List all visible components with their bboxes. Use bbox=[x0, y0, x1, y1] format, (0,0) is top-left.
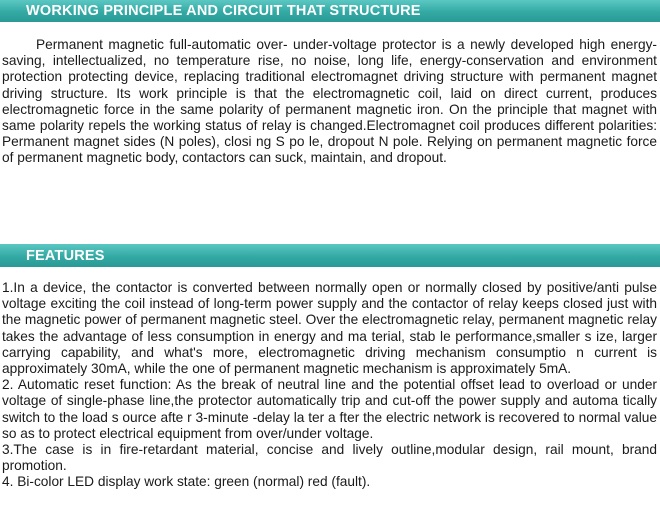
feature-text: Bi-color LED display work state: green (normal) red (fault). bbox=[13, 474, 371, 490]
feature-item-2 bbox=[2, 377, 657, 442]
feature-number: 4. bbox=[2, 474, 14, 490]
features-section-header bbox=[0, 244, 660, 267]
principle-paragraph-text: Permanent magnetic full-automatic over- under-voltage protector is a newly developed high energy-saving, intellectualized, no temperature rise, no noise, long life, energy-conservation and environment protection protecting device, replacing traditional electromagnet driving structure with permanent magnet driving structure. Its work principle is that the electromagnetic coil, laid on direct current, produces electromagnetic force in the same polarity of permanent magnetic iron. On the principle that magnet with same polarity repels the working status of relay is changed.Electromagnet coil produces different polarities: Permanent magnet sides (N poles), closi ng S po le, dropout N pole. Relying on permanent magnetic force of permanent magnetic body, contactors can suck, maintain, and dropout. bbox=[2, 37, 657, 166]
principle-paragraph bbox=[2, 37, 657, 167]
features-list bbox=[2, 280, 657, 491]
principle-section-header bbox=[0, 0, 660, 22]
feature-item-4 bbox=[2, 474, 657, 490]
feature-text: In a device, the contactor is converted between normally open or normally closed by positive/anti pulse voltage exciting the coil instead of long-term power supply and the contactor of relay keeps closed just with the magnetic power of permanent magnetic steel. Over the electromagnetic relay, permanent magnetic relay takes the advantage of less consumption in energy and ma terial, stab le performance,smaller s ize, larger carrying capability, and what's more, electromagnetic driving mechanism consumptio n current is approximately 30mA, while the one of permanent magnetic mechanism is approximately 5mA. bbox=[2, 280, 657, 377]
feature-item-3 bbox=[2, 442, 657, 474]
feature-item-1 bbox=[2, 280, 657, 377]
feature-text: Automatic reset function: As the break of neutral line and the potential offset lead to overload or under voltage of single-phase line,the protector automatically trip and cut-off the power supply and automa tically switch to the load s ource afte r 3-minute -delay la ter a fter the electric network is recovered to normal value so as to protect electrical equipment from over/under voltage. bbox=[2, 377, 657, 441]
principle-heading: WORKING PRINCIPLE AND CIRCUIT THAT STRUCTURE bbox=[26, 3, 421, 19]
feature-number: 3. bbox=[2, 442, 14, 458]
feature-number: 1. bbox=[2, 280, 14, 295]
feature-number: 2. bbox=[2, 377, 14, 393]
features-heading: FEATURES bbox=[26, 247, 105, 264]
feature-text: The case is in fire-retardant material, concise and lively outline,modular design, rail mount, brand promotion. bbox=[2, 442, 657, 474]
